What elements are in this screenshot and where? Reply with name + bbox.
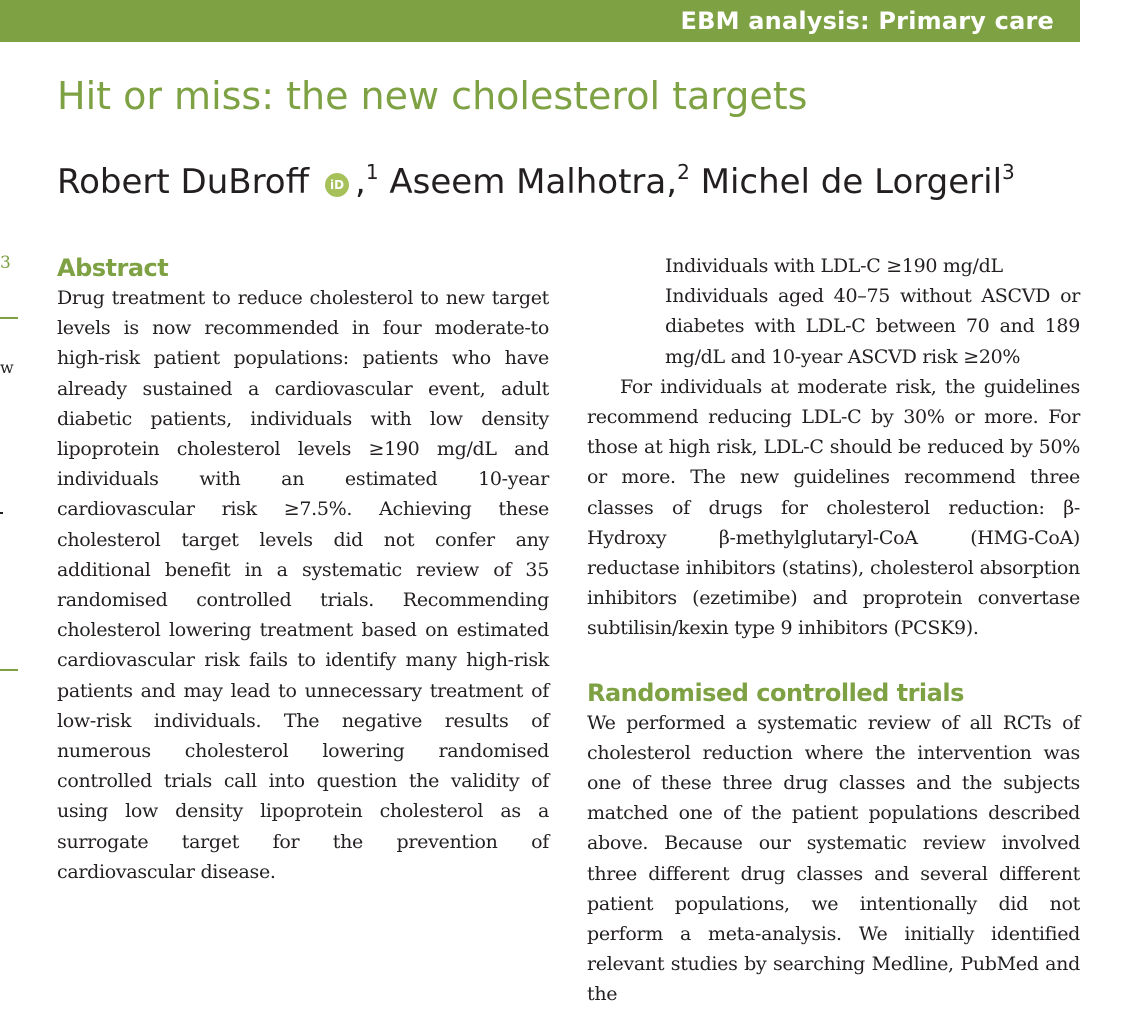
margin-number-fragment: 3 (0, 253, 11, 273)
article-title: Hit or miss: the new cholesterol targets (57, 74, 808, 118)
criterion-item: Individuals with LDL-C ≥190 mg/dL (665, 255, 1003, 277)
section-label: EBM analysis: Primary care (680, 7, 1054, 35)
affiliation-mark: 2 (677, 160, 690, 184)
author-list: Robert DuBroff iD ,$^1$ Aseem Malhotra,$^2$ Michel de Lorgeril$^3$ (57, 160, 1015, 202)
margin-rule (0, 317, 18, 319)
rct-heading: Randomised controlled trials (587, 678, 964, 707)
author-name: Michel de Lorgeril (700, 162, 1003, 202)
left-column (57, 253, 549, 887)
orcid-icon[interactable]: iD (325, 173, 349, 197)
abstract-text: Drug treatment to reduce cholesterol to new target levels is now recommended in four moderate-to high-risk patient populations: patients who have already sustained a cardiovascular event, adult diabetic patients, individuals with low density lipoprotein cholesterol levels ≥190 mg/dL and individuals with an estimated 10-year cardiovascular risk ≥7.5%. Achieving these cholesterol target levels did not confer any additional benefit in a systematic review of 35 randomised controlled trials. Recommending cholesterol lowering treatment based on estimated cardiovascular risk fails to identify many high-risk patients and may lead to unnecessary treatment of low-risk individuals. The negative results of numerous cholesterol lowering randomised controlled trials call into question the validity of using low density lipoprotein cholesterol as a surrogate target for the prevention of cardiovascular disease. (57, 287, 549, 883)
margin-letter-fragment: w (0, 358, 14, 377)
abstract-heading: Abstract (57, 254, 169, 282)
affiliation-mark: 3 (1002, 160, 1015, 184)
criterion-item: Individuals aged 40–75 without ASCVD or diabetes with LDL-C between 70 and 189 mg/dL and 10-year ASCVD risk ≥20% (665, 285, 1080, 368)
margin-mark (0, 512, 3, 514)
rct-paragraph: We performed a systematic review of all RCTs of cholesterol reduction where the intervention was one of these three drug classes and the subjects matched one of the patient populations described above. Because our systematic review involved three different drug classes and several different patient populations, we intentionally did not perform a meta-analysis. We initially identified relevant studies by searching Medline, PubMed and the (587, 711, 1080, 1006)
author-name: Robert DuBroff (57, 162, 310, 202)
journal-section-banner (0, 0, 1080, 42)
margin-rule (0, 669, 18, 671)
author-name: Aseem Malhotra (389, 162, 667, 202)
right-column (587, 251, 1080, 1010)
guidelines-paragraph: For individuals at moderate risk, the guidelines recommend reducing LDL-C by 30% or more. For those at high risk, LDL-C should be reduced by 50% or more. The new guidelines recommend three classes of drugs for cholesterol reduction: β-Hydroxy β-methylglutaryl-CoA (HMG-CoA) reductase inhibitors (statins), cholesterol absorption inhibitors (ezetimibe) and proprotein convertase subtilisin/kexin type 9 inhibitors (PCSK9). (587, 375, 1080, 640)
affiliation-mark: 1 (365, 160, 379, 184)
